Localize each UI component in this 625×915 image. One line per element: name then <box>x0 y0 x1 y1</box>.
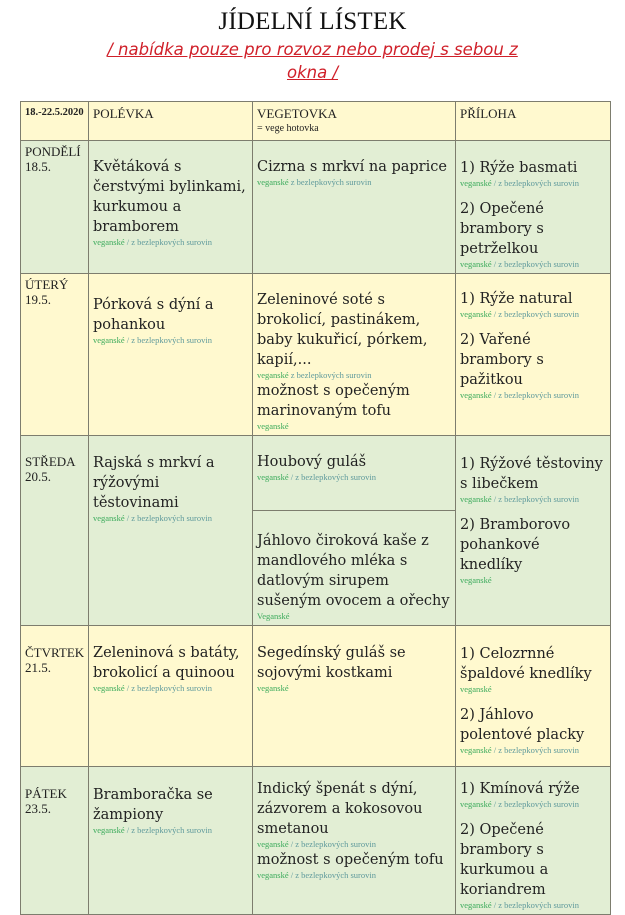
diet-tag: veganské / z bezlepkových surovin <box>460 259 579 269</box>
diet-tag: veganské / z bezlepkových surovin <box>460 390 579 400</box>
diet-tag: veganské / z bezlepkových surovin <box>93 513 212 523</box>
veg-cell <box>253 767 456 915</box>
diet-tag: veganské <box>257 683 289 693</box>
day-name: PÁTEK <box>25 786 67 801</box>
veg-dish: Cizrna s mrkví na paprice <box>257 159 447 175</box>
day-date: 21.5. <box>25 660 51 675</box>
side-dish-2: 2) Opečené brambory s petrželkou <box>460 201 544 257</box>
veg-cell <box>253 274 456 436</box>
veg-cell <box>253 626 456 767</box>
column-header-veg-label: VEGETOVKA <box>257 106 337 121</box>
day-cell <box>21 626 89 767</box>
diet-tag: veganské <box>460 684 492 694</box>
column-header-veg <box>253 102 456 141</box>
side-cell <box>456 767 611 915</box>
day-cell <box>21 436 89 626</box>
day-cell <box>21 141 89 274</box>
veg-dish-2: Jáhlovo čiroková kaše z mandlového mléka s datlovým sirupem sušeným ovocem a ořechy <box>257 533 450 609</box>
soup-cell <box>89 274 253 436</box>
diet-tag: veganské / z bezlepkových surovin <box>257 870 376 880</box>
diet-tag: veganské / z bezlepkových surovin <box>93 237 212 247</box>
column-header-side: PŘÍLOHA <box>456 102 611 141</box>
diet-tag: veganské / z bezlepkových surovin <box>460 900 579 910</box>
day-name: STŘEDA <box>25 454 76 469</box>
side-dish-2: 2) Opečené brambory s kurkumou a koriandrem <box>460 822 549 898</box>
soup-dish: Květáková s čerstvými bylinkami, kurkumou a bramborem <box>93 159 246 235</box>
soup-dish: Bramboračka se žampiony <box>93 787 213 823</box>
side-dish-1: 1) Kmínová rýže <box>460 781 580 797</box>
veg-extra: možnost s opečeným marinovaným tofu <box>257 383 410 419</box>
table-row <box>21 767 611 915</box>
veg-cell <box>253 436 456 511</box>
diet-tag: veganské / z bezlepkových surovin <box>460 799 579 809</box>
table-row <box>21 141 611 274</box>
side-dish-1: 1) Rýže basmati <box>460 160 578 176</box>
soup-dish: Rajská s mrkví a rýžovými těstovinami <box>93 455 215 511</box>
veg-extra: možnost s opečeným tofu <box>257 852 444 868</box>
side-cell <box>456 141 611 274</box>
table-header-row <box>21 102 611 141</box>
page-subtitle: / nabídka pouze pro rozvoz nebo prodej s sebou z okna / <box>107 40 518 82</box>
soup-dish: Pórková s dýní a pohankou <box>93 297 214 333</box>
side-cell <box>456 626 611 767</box>
table-row <box>21 274 611 436</box>
day-cell <box>21 767 89 915</box>
diet-tag: veganské <box>460 575 492 585</box>
side-dish-1: 1) Rýžové těstoviny s libečkem <box>460 456 603 492</box>
side-cell <box>456 436 611 626</box>
day-date: 19.5. <box>25 292 51 307</box>
soup-dish: Zeleninová s batáty, brokolicí a quinoou <box>93 645 240 681</box>
veg-dish: Indický špenát s dýní, zázvorem a kokosovou smetanou <box>257 781 423 837</box>
diet-tag: Veganské <box>257 611 290 621</box>
side-dish-1: 1) Rýže natural <box>460 291 573 307</box>
menu-table <box>20 101 611 915</box>
column-header-soup: POLÉVKA <box>89 102 253 141</box>
date-range: 18.-22.5.2020 <box>21 102 89 141</box>
diet-tag: veganské / z bezlepkových surovin <box>93 335 212 345</box>
table-row <box>21 626 611 767</box>
side-cell <box>456 274 611 436</box>
column-header-veg-sub: = vege hotovka <box>257 123 319 134</box>
diet-tag: veganské / z bezlepkových surovin <box>460 309 579 319</box>
diet-tag: veganské / z bezlepkových surovin <box>460 745 579 755</box>
side-dish-2: 2) Bramborovo pohankové knedlíky <box>460 517 571 573</box>
day-date: 20.5. <box>25 469 51 484</box>
day-name: PONDĚLÍ <box>25 144 81 159</box>
veg-dish: Houbový guláš <box>257 454 367 470</box>
day-name: ÚTERÝ <box>25 277 69 292</box>
side-dish-2: 2) Vařené brambory s pažitkou <box>460 332 544 388</box>
diet-tag: veganské / z bezlepkových surovin <box>93 825 212 835</box>
day-date: 23.5. <box>25 801 51 816</box>
table-row <box>21 436 611 511</box>
side-dish-2: 2) Jáhlovo polentové placky <box>460 707 585 743</box>
veg-cell <box>253 141 456 274</box>
day-cell <box>21 274 89 436</box>
diet-tag: veganské / z bezlepkových surovin <box>257 839 376 849</box>
veg-dish: Segedínský guláš se sojovými kostkami <box>257 645 406 681</box>
diet-tag: veganské / z bezlepkových surovin <box>460 494 579 504</box>
day-name: ČTVRTEK <box>25 645 85 660</box>
soup-cell <box>89 141 253 274</box>
veg-dish: Zeleninové soté s brokolicí, pastinákem, baby kukuřicí, pórkem, kapií,... <box>257 292 428 368</box>
diet-tag: veganské z bezlepkových surovin <box>257 370 372 380</box>
diet-tag: veganské / z bezlepkových surovin <box>257 472 376 482</box>
diet-tag: veganské z bezlepkových surovin <box>257 177 372 187</box>
veg-cell <box>253 511 456 626</box>
page-title: JÍDELNÍ LÍSTEK <box>218 8 407 35</box>
soup-cell <box>89 767 253 915</box>
diet-tag: veganské / z bezlepkových surovin <box>460 178 579 188</box>
diet-tag: veganské <box>257 421 289 431</box>
day-date: 18.5. <box>25 159 51 174</box>
side-dish-1: 1) Celozrnné špaldové knedlíky <box>460 646 592 682</box>
soup-cell <box>89 626 253 767</box>
soup-cell <box>89 436 253 626</box>
diet-tag: veganské / z bezlepkových surovin <box>93 683 212 693</box>
